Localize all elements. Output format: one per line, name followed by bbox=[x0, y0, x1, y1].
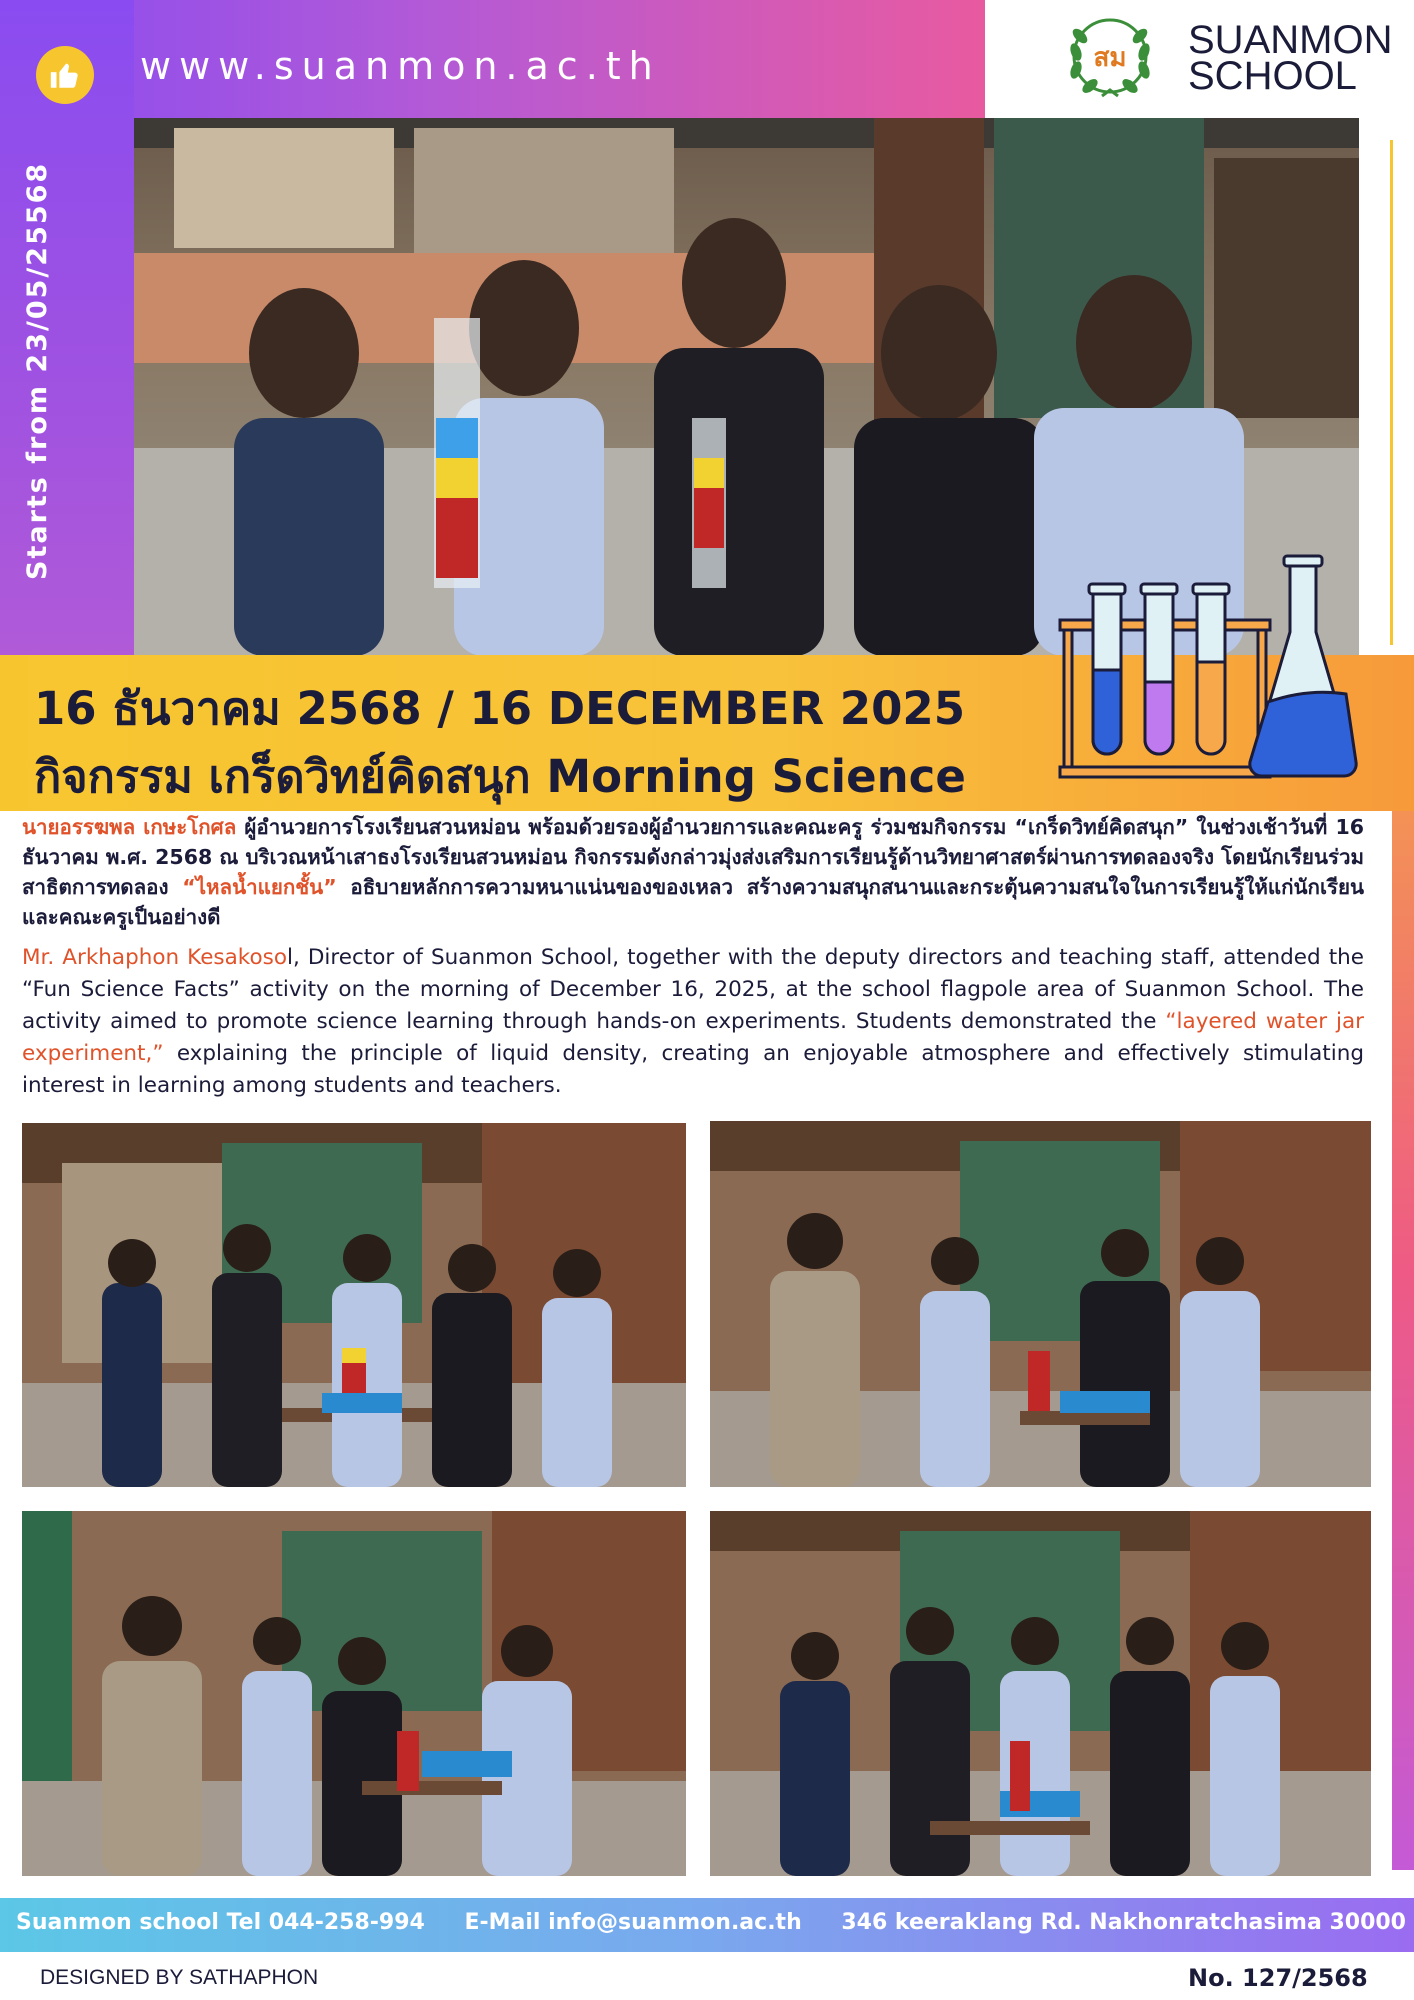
date-title: 16 ธันวาคม 2568 / 16 DECEMBER 2025 bbox=[34, 682, 966, 735]
right-side-stripe bbox=[1392, 680, 1414, 1870]
thai-description bbox=[22, 812, 1364, 932]
svg-text:สม: สม bbox=[1093, 43, 1127, 73]
director-name-english: Mr. Arkhaphon Kesakoso bbox=[22, 945, 288, 970]
activity-photo-2 bbox=[710, 1121, 1371, 1487]
issue-number: No. 127/2568 bbox=[1188, 1964, 1368, 1992]
website-url: www.suanmon.ac.th bbox=[140, 44, 661, 88]
english-description bbox=[22, 942, 1364, 1102]
accent-line bbox=[1390, 140, 1393, 645]
english-text-part-2: explaining the principle of liquid density, creating an enjoyable atmosphere and effectively stimulating interest in learning among students and teachers. bbox=[22, 1041, 1364, 1098]
thai-text-part-2: อธิบายหลักการความหนาแน่นของของเหลว สร้างความสนุกสนานและกระตุ้นความสนใจในการเรียนรู้ให้แก่นักเรียนและคณะครูเป็นอย่างดี bbox=[22, 875, 1364, 929]
school-wordmark bbox=[1188, 18, 1393, 98]
footer-email[interactable]: E-Mail info@suanmon.ac.th bbox=[464, 1910, 802, 1935]
activity-photo-4 bbox=[710, 1511, 1371, 1876]
director-name-thai: นายอรรฆพล เกษะโกศล bbox=[22, 815, 237, 839]
activity-title: กิจกรรม เกร็ดวิทย์คิดสนุก Morning Science bbox=[34, 750, 966, 803]
english-text-part-1: l, Director of Suanmon School, together with the deputy directors and teaching staff, attended the “Fun Science Facts” activity on the morning of December 16, 2025, at the school flagpole area of Suanmon School. The activity aimed to promote science learning through hands-on experiments. Students demonstrated the bbox=[22, 945, 1365, 1034]
thai-text-part-1: ผู้อำนวยการโรงเรียนสวนหม่อน พร้อมด้วยรองผู้อำนวยการและคณะครู ร่วมชมกิจกรรม “เกร็ดวิทย์คิดสนุก” ในช่วงเช้าวันที่ 16 ธันวาคม พ.ศ. 2568 ณ บริเวณหน้าเสาธงโรงเรียนสวนหม่อน กิจกรรมดังกล่าวมุ่งส่งเสริมการเรียนรู้ด้านวิทยาศาสตร์ผ่านการทดลองจริง โดยนักเรียนร่วมสาธิตการทดลอง bbox=[22, 815, 1364, 899]
wordmark-line-2: SCHOOL bbox=[1188, 54, 1357, 98]
starts-from-label: Starts from 23/05/25568 bbox=[22, 161, 53, 580]
activity-photo-3 bbox=[22, 1511, 686, 1876]
designer-credit: DESIGNED BY SATHAPHON bbox=[40, 1966, 319, 1989]
test-tubes-flask-icon bbox=[1058, 552, 1358, 794]
school-emblem-logo bbox=[1062, 12, 1158, 104]
wordmark-line-1: SUANMON bbox=[1188, 18, 1393, 62]
experiment-name-english: “layered water jar experiment,” bbox=[22, 1009, 1364, 1066]
experiment-name-thai: “ไหลน้ำแยกชั้น” bbox=[182, 875, 337, 899]
footer-school-tel: Suanmon school Tel 044-258-994 bbox=[16, 1910, 425, 1935]
activity-photo-1 bbox=[22, 1123, 686, 1487]
footer-address: 346 keeraklang Rd. Nakhonratchasima 30000 bbox=[841, 1910, 1406, 1935]
footer-contact bbox=[16, 1910, 1406, 1935]
